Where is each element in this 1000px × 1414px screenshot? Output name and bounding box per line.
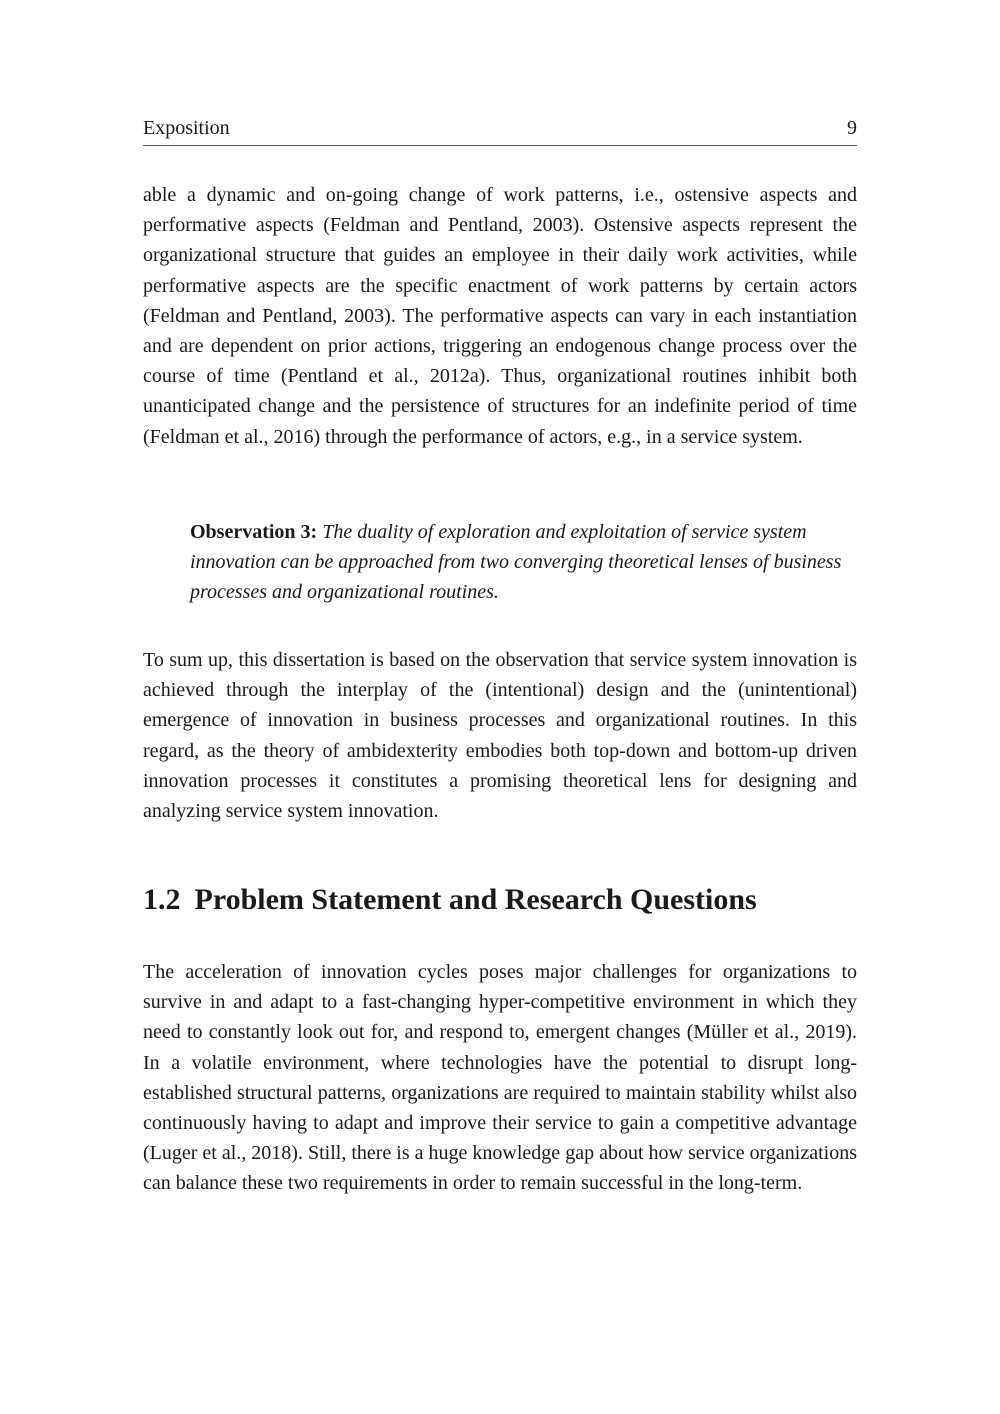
section-title: Problem Statement and Research Questions (194, 883, 757, 916)
running-header (143, 117, 857, 146)
section-heading (143, 880, 857, 920)
page-number: 9 (847, 117, 857, 139)
observation-label: Observation 3: (190, 521, 318, 543)
body-paragraph-2: To sum up, this dissertation is based on the observation that service system innovation is achieved through the interplay of the (intentional) design and the (unintentional) emergence of innovation in business processes and organizational routines. In this regard, as the theory of ambidexterity embodies both top-down and bottom-up driven innovation processes it constitutes a promising theoretical lens for designing and analyzing service system innovation. (143, 649, 857, 823)
body-paragraph-1: able a dynamic and on-going change of work patterns, i.e., ostensive aspects and performative aspects (Feldman and Pentland, 2003). Ostensive aspects represent the organizational structure that guides an employee in their daily work activities, while performative aspects are the specific enactment of work patterns by certain actors (Feldman and Pentland, 2003). The performative aspects can vary in each instantiation and are dependent on prior actions, triggering an endogenous change process over the course of time (Pentland et al., 2012a). Thus, organizational routines inhibit both unanticipated change and the persistence of structures for an indefinite period of time (Feldman et al., 2016) through the performance of actors, e.g., in a service system. (143, 184, 857, 448)
observation-text: The duality of exploration and exploitation of service system innovation can be approached from two converging theoretical lenses of business processes and organizational routines. (190, 521, 842, 604)
body-paragraph-3: The acceleration of innovation cycles poses major challenges for organizations to survive in and adapt to a fast-changing hyper-competitive environment in which they need to constantly look out for, and respond to, emergent changes (Müller et al., 2019). In a volatile environment, where technologies have the potential to disrupt long-established structural patterns, organizations are required to maintain stability whilst also continuously having to adapt and improve their service to gain a competitive advantage (Luger et al., 2018). Still, there is a huge knowledge gap about how service organizations can balance these two requirements in order to remain successful in the long-term. (143, 961, 857, 1195)
observation-block (190, 517, 857, 608)
running-title: Exposition (143, 117, 230, 139)
section-number: 1.2 (143, 883, 181, 916)
